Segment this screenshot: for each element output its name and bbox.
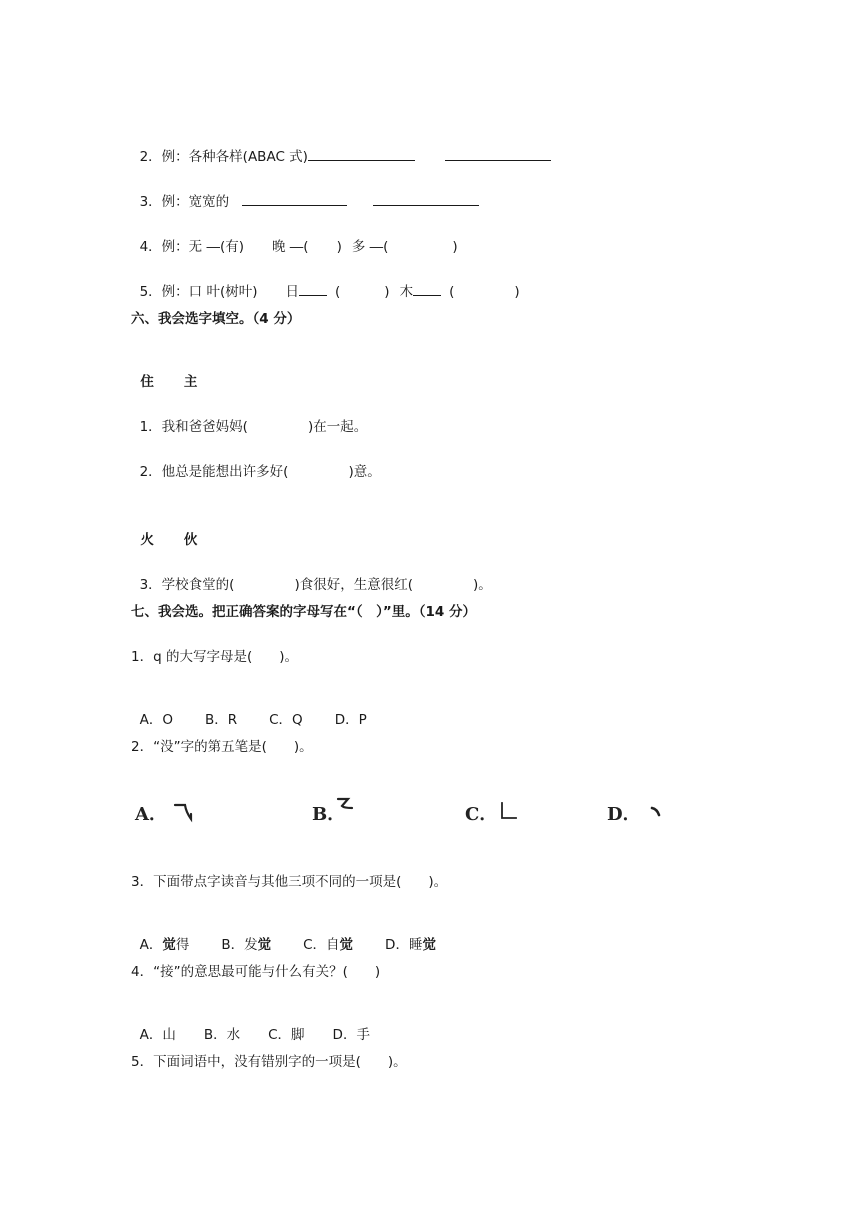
sentence-text: 3．学校食堂的(: [139, 577, 235, 593]
question-5-prefix: 5．例：口 叶(树叶): [139, 284, 258, 300]
char-option: 伙: [183, 532, 198, 548]
question-3-line: [131, 175, 479, 211]
stroke-options-row: [0, 800, 860, 830]
option-d[interactable]: [385, 937, 436, 953]
answer-blank[interactable]: [413, 283, 441, 296]
answer-blank[interactable]: [242, 193, 347, 206]
option-b[interactable]: B．R: [204, 712, 238, 728]
option-b[interactable]: [221, 937, 271, 953]
shu-zhe-stroke-icon: [499, 801, 521, 823]
section-7-title: 七、我会选。把正确答案的字母写在“（ ）”里。（14 分）: [131, 604, 476, 620]
option-text: 得: [175, 937, 190, 953]
option-text: 睡: [408, 937, 423, 953]
char-pair-2: [131, 513, 197, 549]
dotted-char: 觉: [422, 937, 436, 953]
option-text: 自: [326, 937, 340, 953]
answer-blank[interactable]: [308, 148, 415, 161]
dotted-char: 觉: [339, 937, 354, 953]
option-label: C．: [465, 804, 498, 825]
option-c[interactable]: C．Q: [269, 712, 303, 728]
question-5-item2: 日: [285, 284, 300, 300]
option-label: C．: [303, 937, 327, 953]
section-7-question-5: 5．下面词语中，没有错别字的一项是( )。: [131, 1054, 407, 1070]
section-7-q3-options: [131, 918, 436, 954]
close-paren: ): [336, 239, 342, 255]
question-4-line: [131, 220, 458, 256]
section-7-question-2: 2．“没”字的第五笔是( )。: [131, 739, 313, 755]
section-7-question-3: 3．下面带点字读音与其他三项不同的一项是( )。: [131, 874, 448, 890]
option-c[interactable]: [465, 800, 497, 826]
section-6-sentence-1: [131, 400, 367, 436]
option-text: 发: [244, 937, 258, 953]
question-4-prefix: 4．例：无 ―(有): [139, 239, 245, 255]
option-a[interactable]: A．山: [139, 1027, 176, 1043]
question-2-line: [131, 130, 551, 166]
dotted-char: 觉: [257, 937, 272, 953]
close-paren: ): [452, 239, 458, 255]
question-4-item3: 多 ―(: [351, 239, 389, 255]
section-7-q1-options: [131, 693, 367, 729]
answer-blank[interactable]: [299, 283, 327, 296]
section-6-sentence-3: [131, 558, 492, 594]
close-paren: ): [514, 284, 520, 300]
section-6-title: 六、我会选字填空。（4 分）: [131, 311, 301, 327]
section-6-sentence-2: [131, 445, 381, 481]
question-5-item3: 木: [399, 284, 414, 300]
option-d[interactable]: D．P: [334, 712, 367, 728]
option-c[interactable]: C．脚: [268, 1027, 305, 1043]
char-option: 火: [140, 532, 154, 548]
heng-zhe-wan-stroke-icon: [336, 796, 358, 818]
sentence-text: )食很好，生意很红(: [294, 577, 413, 593]
option-label: D．: [607, 804, 641, 825]
sentence-text: 1．我和爸爸妈妈(: [139, 419, 248, 435]
answer-blank[interactable]: [373, 193, 479, 206]
option-a[interactable]: [135, 800, 167, 826]
option-label: A．: [139, 937, 163, 953]
option-label: A．: [135, 804, 167, 825]
option-a[interactable]: [140, 937, 190, 953]
heng-zhe-xie-wan-gou-stroke-icon: [173, 802, 195, 824]
sentence-text: )。: [473, 577, 492, 593]
dian-stroke-icon: [649, 804, 665, 820]
section-7-question-4: 4．“接”的意思最可能与什么有关？( ): [131, 964, 381, 980]
section-7-question-1: 1．q 的大写字母是( )。: [131, 649, 298, 665]
option-d[interactable]: [607, 800, 641, 826]
close-paren: ): [384, 284, 390, 300]
option-label: B．: [312, 804, 346, 825]
question-4-item2: 晚 ―(: [272, 239, 309, 255]
option-c[interactable]: [303, 937, 353, 953]
sentence-text: 2．他总是能想出许多好(: [139, 464, 289, 480]
option-b[interactable]: B．水: [203, 1027, 241, 1043]
option-label: D．: [385, 937, 409, 953]
question-5-line: [131, 265, 520, 301]
dotted-char: 觉: [162, 937, 176, 953]
option-a[interactable]: A．O: [139, 712, 173, 728]
char-option: 住: [140, 374, 154, 390]
option-label: B．: [221, 937, 245, 953]
sentence-text: )意。: [348, 464, 381, 480]
question-3-prefix: 3．例：宽宽的: [139, 194, 230, 210]
option-b[interactable]: [312, 800, 345, 826]
section-7-q4-options: [131, 1008, 370, 1044]
open-paren: (: [449, 284, 455, 300]
sentence-text: )在一起。: [307, 419, 368, 435]
answer-blank[interactable]: [445, 148, 551, 161]
char-pair-1: [131, 355, 197, 391]
char-option: 主: [183, 374, 198, 390]
open-paren: (: [335, 284, 341, 300]
question-2-prefix: 2．例：各种各样(ABAC 式): [139, 149, 308, 165]
option-d[interactable]: D．手: [332, 1027, 370, 1043]
